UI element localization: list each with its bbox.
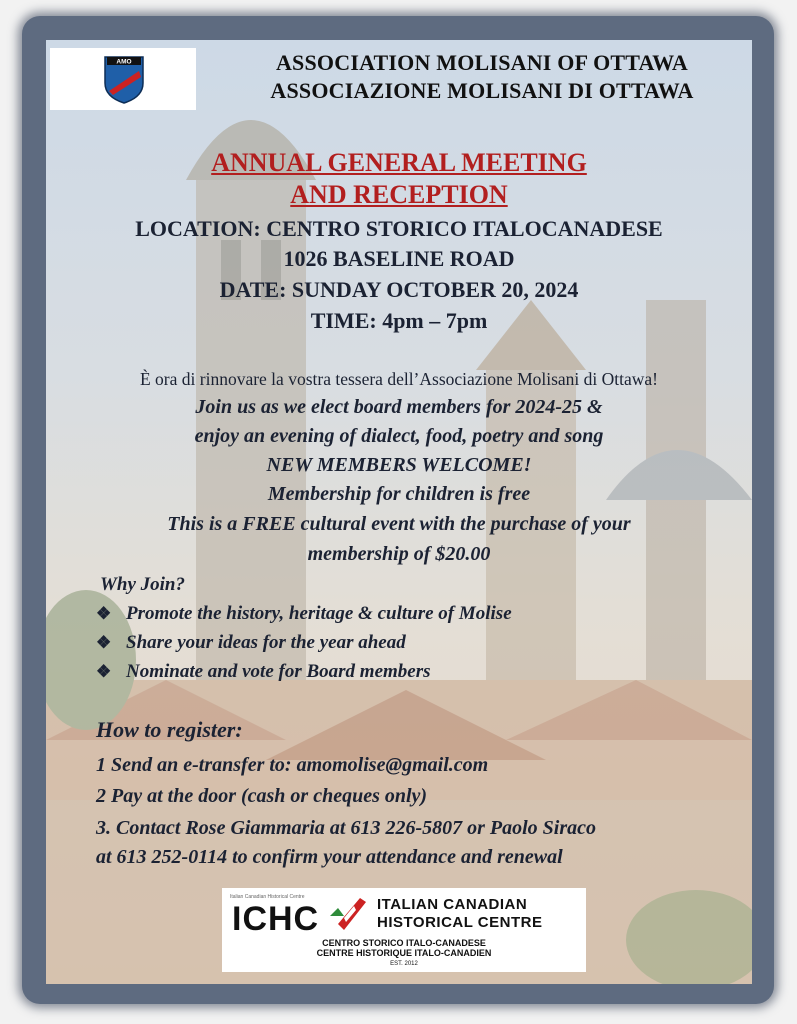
register-step: 2 Pay at the door (cash or cheques only) <box>96 785 428 807</box>
italian-renewal-line: È ora di rinnovare la vostra tessera dell’Associazione Molisani di Ottawa! <box>139 369 659 389</box>
why-item-text: Promote the history, heritage & culture of Molise <box>126 603 512 624</box>
body-line: Join us as we elect board members for 2024-25 & <box>195 396 603 418</box>
ichc-logo <box>222 888 586 972</box>
body-line: This is a FREE cultural event with the purchase of your <box>167 513 631 535</box>
why-list-item <box>96 603 512 625</box>
italian-flag-check-icon <box>326 894 370 934</box>
event-date: DATE: SUNDAY OCTOBER 20, 2024 <box>219 277 579 302</box>
ichc-name-line2: HISTORICAL CENTRE <box>377 914 543 931</box>
event-title-line1: ANNUAL GENERAL MEETING <box>211 148 587 177</box>
header-italian: ASSOCIAZIONE MOLISANI DI OTTAWA <box>270 78 694 103</box>
diamond-bullet-icon: ❖ <box>96 604 112 623</box>
amo-shield-logo <box>103 53 145 105</box>
amo-logo-text: AMO <box>116 58 132 66</box>
why-list-item <box>96 661 431 683</box>
ichc-small-caption: Italian Canadian Historical Centre <box>230 894 305 900</box>
register-step: 3. Contact Rose Giammaria at 613 226-5807 or Paolo Siraco <box>96 817 597 839</box>
why-item-text: Share your ideas for the year ahead <box>126 632 406 653</box>
register-step: 1 Send an e-transfer to: amomolise@gmail.com <box>96 754 489 776</box>
ichc-established: EST. 2012 <box>390 961 418 967</box>
body-line: NEW MEMBERS WELCOME! <box>266 454 532 476</box>
event-location: LOCATION: CENTRO STORICO ITALOCANADESE <box>135 216 663 241</box>
why-item-text: Nominate and vote for Board members <box>126 661 431 682</box>
register-step: at 613 252-0114 to confirm your attendance and renewal <box>96 846 563 868</box>
why-join-heading: Why Join? <box>100 574 185 595</box>
poster <box>46 40 752 984</box>
event-address: 1026 BASELINE ROAD <box>283 246 515 271</box>
diamond-bullet-icon: ❖ <box>96 633 112 652</box>
event-title-line2: AND RECEPTION <box>290 180 508 209</box>
ichc-italian-name: CENTRO STORICO ITALO-CANADESE <box>322 938 486 948</box>
body-line: enjoy an evening of dialect, food, poetry and song <box>194 425 604 447</box>
amo-logo-box <box>50 48 196 110</box>
header-english: ASSOCIATION MOLISANI OF OTTAWA <box>275 50 689 75</box>
ichc-name-line1: ITALIAN CANADIAN <box>377 896 528 913</box>
body-line: Membership for children is free <box>267 483 531 505</box>
body-line: membership of $20.00 <box>307 543 491 565</box>
diamond-bullet-icon: ❖ <box>96 662 112 681</box>
why-list-item <box>96 632 406 654</box>
how-to-register-heading: How to register: <box>96 717 243 742</box>
ichc-letters: ICHC <box>232 900 320 938</box>
ichc-french-name: CENTRE HISTORIQUE ITALO-CANADIEN <box>316 948 492 958</box>
event-time: TIME: 4pm – 7pm <box>310 308 488 333</box>
